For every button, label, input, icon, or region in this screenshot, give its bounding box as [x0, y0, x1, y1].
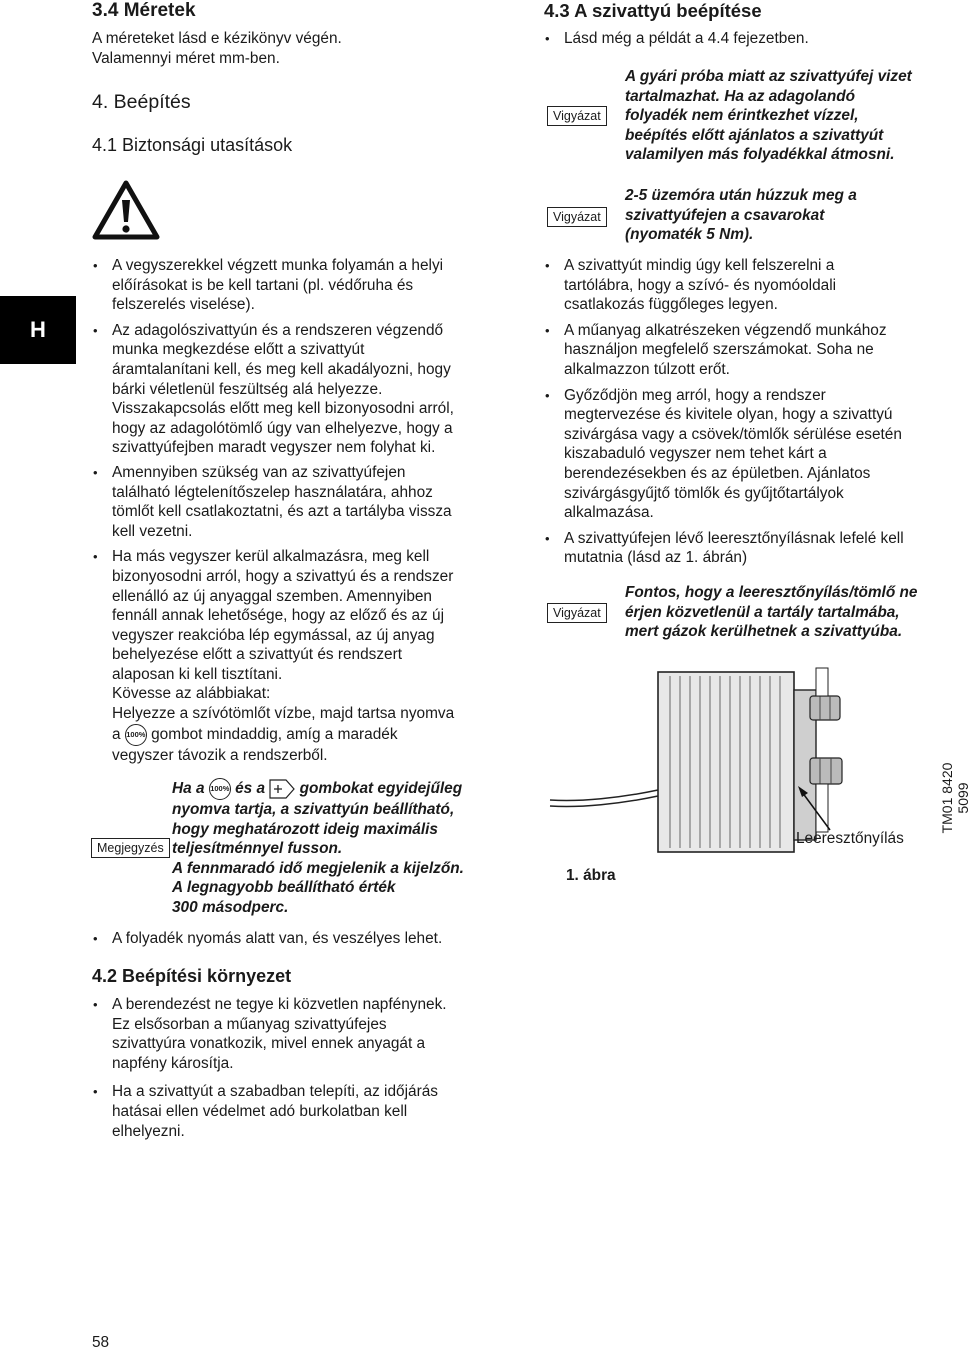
caution-tag: Vigyázat — [547, 106, 607, 126]
list-item: • Ha a szivattyút a szabadban telepíti, az időjárás hatásai ellen védelmet adó burkolatban kell elhelyezni. — [92, 1082, 522, 1141]
note-text: Ha a 100% és a gombokat egyidejűleg nyomva tartja, a szivattyún beállítható, hogy meghatározott ideig maximális teljesítménnyel fusson. A fennmaradó idő megjelenik a kijelzőn. A legnagyobb beállítható érték 300 másodperc. — [172, 778, 512, 918]
section-title-pump-installation: 4.3 A szivattyú beépítése — [544, 0, 762, 21]
page-number: 58 — [92, 1334, 110, 1351]
tm-code: TM01 8420 5099 — [939, 762, 971, 834]
safety-bullet-list — [92, 256, 522, 771]
list-item: • Ha más vegyszer kerül alkalmazásra, meg kell bizonyosodni arról, hogy a szivattyú és a rendszer ellenálló az új anyaggal szemben. Amennyiben fennáll annak lehetősége, hogy az előző és az új vegyszer reakcióba lép egymással, az új anyag behelyezése előtt a szivattyút és rendszert alaposan ki kell tisztítani. Kövesse az alábbiakat: Helyezze a szívótömlőt vízbe, majd tartsa nyomva a 100% gombot mindaddig, amíg a maradék vegyszer távozik a rendszerből. — [92, 547, 522, 765]
plus-button-icon — [269, 779, 295, 799]
button-100-icon: 100% — [209, 778, 231, 800]
dimensions-text-2: Valamennyi méret mm-ben. — [92, 50, 280, 67]
caution-tag: Vigyázat — [547, 603, 607, 623]
section-title-dimensions: 3.4 Méretek — [92, 0, 196, 21]
list-item: • A szivattyúfejen lévő leeresztőnyílásnak lefelé kell mutatnia (lásd az 1. ábrán) — [544, 529, 960, 568]
caution-text-1: A gyári próba miatt az szivattyúfej vizet tartalmazhat. Ha az adagolandó folyadék nem érintkezhet vízzel, beépítés előtt ajánlatos a szivattyút valamilyen más folyadékkal átmosni. — [625, 68, 912, 164]
dimensions-text-1: A méreteket lásd e kézikönyv végén. — [92, 30, 342, 47]
list-item: • Amennyiben szükség van az szivattyúfejen található légtelenítőszelep használatára, ahhoz tömlőt kell csatlakoztatni, és azt a tartályba vissza kell vezetni. — [92, 463, 522, 541]
figure-label: 1. ábra — [566, 867, 616, 884]
section-title-installation: 4. Beépítés — [92, 91, 191, 113]
warning-triangle-icon — [92, 180, 160, 240]
list-item: • A berendezést ne tegye ki közvetlen napfénynek. Ez elsősorban a műanyag szivattyúfejes szivattyúra vonatkozik, mivel ennek anyagát a napfény károsítja. — [92, 995, 522, 1073]
installation-bullet-list — [544, 256, 960, 574]
list-item: • A műanyag alkatrészeken végzendő munkához használjon megfelelő szerszámokat. Soha ne alkalmazzon túlzott erőt. — [544, 321, 960, 380]
pressure-bullet-list — [92, 929, 522, 955]
list-item: • A vegyszerekkel végzett munka folyamán a helyi előírásokat is be kell tartani (pl. védőruha és felszerelés viselése). — [92, 256, 522, 315]
environment-bullet-list — [92, 995, 522, 1147]
list-item: • Győződjön meg arról, hogy a rendszer megtervezése és kivitele olyan, hogy a szivattyú szivárgása vagy a csövek/tömlők sérülése esetén kiszabaduló vegyszer nem tehet kárt a berendezésekben és az épületben. Ajánlatos szivárgásgyűjtő tömlők és gyűjtőtartályok alkalmazása. — [544, 386, 960, 523]
section-title-environment: 4.2 Beépítési környezet — [92, 966, 292, 986]
language-tab-label: H — [30, 317, 46, 343]
list-item: • Az adagolószivattyún és a rendszeren végzendő munka megkezdése előtt a szivattyút áramtalanítani kell, és meg kell akadályozni, hogy bárki véletlenül feszültség alá helyezze. Visszakapcsolás előtt meg kell bizonyosodni arról, hogy az adagolótömlő úgy van elhelyezve, hogy a szivattyúfejben maradt vegyszer nem folyhat ki. — [92, 321, 522, 458]
see-also-list — [544, 29, 954, 55]
note-tag: Megjegyzés — [91, 838, 170, 858]
drain-label: Leeresztőnyílás — [796, 830, 904, 847]
language-tab — [0, 296, 76, 364]
button-100-icon: 100% — [125, 724, 147, 746]
section-title-safety: 4.1 Biztonsági utasítások — [92, 135, 293, 155]
caution-tag: Vigyázat — [547, 207, 607, 227]
caution-text-3: Fontos, hogy a leeresztőnyílás/tömlő ne érjen közvetlenül a tartály tartalmába, mert gázok kerülhetnek a szivattyúba. — [625, 584, 918, 641]
list-item: • A szivattyút mindig úgy kell felszerelni a tartólábra, hogy a szívó- és nyomóoldali csatlakozás függőleges legyen. — [544, 256, 960, 315]
caution-text-2: 2-5 üzemóra után húzzuk meg a szivattyúfejen a csavarokat (nyomaték 5 Nm). — [625, 187, 857, 244]
list-item: • Lásd még a példát a 4.4 fejezetben. — [544, 29, 954, 49]
list-item: • A folyadék nyomás alatt van, és veszélyes lehet. — [92, 929, 522, 949]
